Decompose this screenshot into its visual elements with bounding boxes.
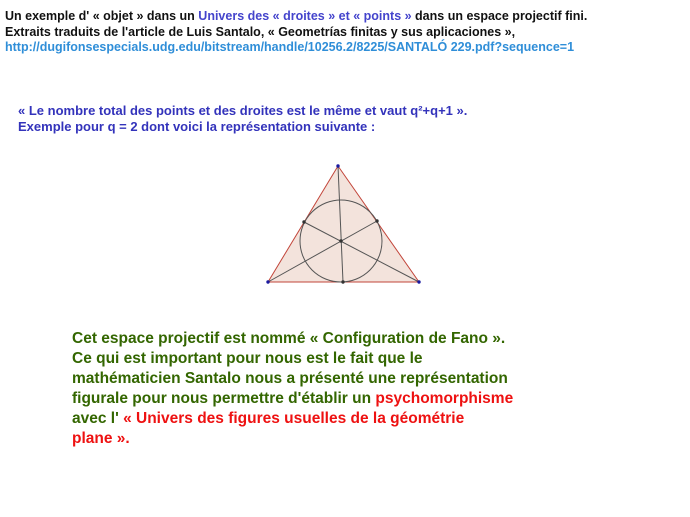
header-line-1: Un exemple d' « objet » dans un Univers des « droites » et « points » dans un espace projectif fini. [5,9,588,23]
quote-line-1: « Le nombre total des points et des droites est le même et vaut q²+q+1 ». [18,103,468,118]
point-bottom-left [266,280,269,283]
psychomorphisme-highlight: psychomorphisme [375,390,514,407]
fano-line-5: avec l' « Univers des figures usuelles de la géométrie [72,410,465,427]
source-url-link[interactable]: http://dugifonsespecials.udg.edu/bitstream/handle/10256.2/8225/SANTALÓ 229.pdf?sequence=1 [5,40,575,54]
point-right-mid [375,219,378,222]
univers-figures-highlight: « Univers des figures usuelles de la géométrie [123,410,465,427]
fano-line-4: figurale pour nous permettre d'établir un psychomorphisme [72,390,514,407]
univers-highlight: Univers des « droites » et « points » [198,9,412,23]
point-bottom-mid [341,280,344,283]
quote-line-2: Exemple pour q = 2 dont voici la représentation suivante : [18,119,376,134]
point-left-mid [302,220,305,223]
fano-line-1: Cet espace projectif est nommé « Configuration de Fano ». [72,330,506,347]
point-center [339,239,342,242]
fano-line-2: Ce qui est important pour nous est le fait que le [72,350,423,367]
fano-line-3: mathématicien Santalo nous a présenté une représentation [72,370,508,387]
fano-explanation [72,329,513,449]
fano-line-6: plane ». [72,430,130,447]
header-line-2: Extraits traduits de l'article de Luis Santalo, « Geometrías finitas y sus aplicaciones », [5,24,516,39]
point-top [336,164,339,167]
point-bottom-right [417,280,420,283]
triangle [268,166,419,282]
